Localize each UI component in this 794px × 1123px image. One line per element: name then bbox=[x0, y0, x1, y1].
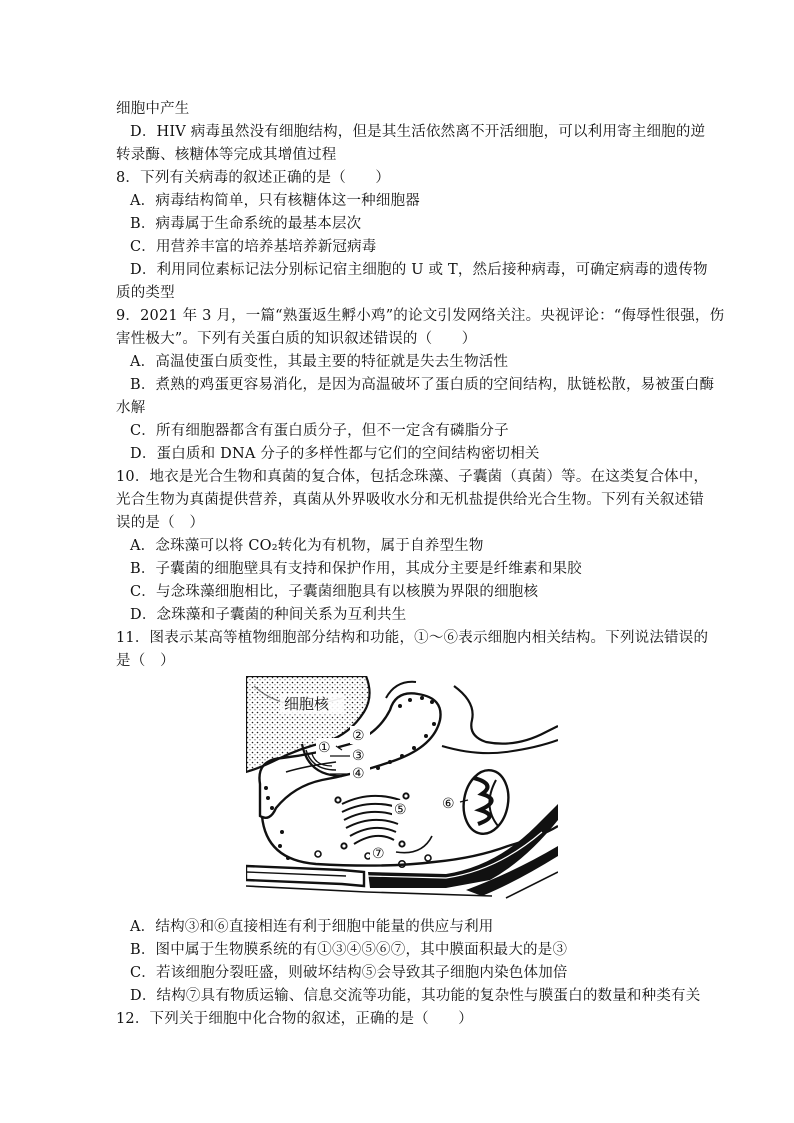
cell-structure-figure bbox=[246, 676, 558, 902]
question-10: 10．地衣是光合生物和真菌的复合体，包括念珠藻、子囊菌（真菌）等。在这类复合体中， bbox=[116, 469, 709, 485]
option-d: D．HIV 病毒虽然没有细胞结构，但是其生活依然离不开活细胞，可以利用寄主细胞的逆 bbox=[130, 124, 706, 140]
option-c: C．用营养丰富的培养基培养新冠病毒 bbox=[130, 239, 377, 255]
marker-7: ⑦ bbox=[372, 846, 385, 862]
text-line: 是（ ） bbox=[116, 653, 175, 669]
option-b: B．病毒属于生命系统的最基本层次 bbox=[130, 216, 362, 232]
option-d: D．结构⑦具有物质运输、信息交流等功能，其功能的复杂性与膜蛋白的数量和种类有关 bbox=[130, 988, 701, 1004]
text-line: 害性极大”。下列有关蛋白质的知识叙述错误的（ ） bbox=[116, 331, 477, 347]
nucleus-label: 细胞核 bbox=[284, 695, 330, 713]
marker-3: ③ bbox=[352, 748, 365, 764]
text-line: 质的类型 bbox=[116, 285, 175, 301]
question-9: 9．2021 年 3 月，一篇“熟蛋返生孵小鸡”的论文引发网络关注。央视评论：“侮辱性很强，伤 bbox=[116, 308, 725, 324]
option-c: C．所有细胞器都含有蛋白质分子，但不一定含有磷脂分子 bbox=[130, 423, 509, 439]
text-line: 水解 bbox=[116, 400, 146, 416]
question-11: 11．图表示某高等植物细胞部分结构和功能，①～⑥表示细胞内相关结构。下列说法错误的 bbox=[116, 630, 709, 646]
option-a: A．念珠藻可以将 CO₂转化为有机物，属于自养型生物 bbox=[130, 538, 484, 554]
option-b: B．图中属于生物膜系统的有①③④⑤⑥⑦，其中膜面积最大的是③ bbox=[130, 942, 568, 958]
option-d: D．念珠藻和子囊菌的种间关系为互利共生 bbox=[130, 607, 407, 623]
option-d: D．蛋白质和 DNA 分子的多样性都与它们的空间结构密切相关 bbox=[130, 446, 540, 462]
option-d: D．利用同位素标记法分别标记宿主细胞的 U 或 T，然后接种病毒，可确定病毒的遗传物 bbox=[130, 262, 708, 278]
marker-1: ① bbox=[318, 740, 331, 756]
option-a: A．结构③和⑥直接相连有利于细胞中能量的供应与利用 bbox=[130, 919, 494, 935]
marker-6: ⑥ bbox=[442, 796, 455, 812]
marker-2: ② bbox=[352, 728, 365, 744]
option-c: C．若该细胞分裂旺盛，则破坏结构⑤会导致其子细胞内染色体加倍 bbox=[130, 965, 568, 981]
text-line: 细胞中产生 bbox=[116, 101, 190, 117]
option-b: B．煮熟的鸡蛋更容易消化，是因为高温破坏了蛋白质的空间结构，肽链松散，易被蛋白酶 bbox=[130, 377, 715, 393]
option-a: A．高温使蛋白质变性，其最主要的特征就是失去生物活性 bbox=[130, 354, 509, 370]
cell-wall-shape bbox=[246, 866, 364, 886]
marker-5: ⑤ bbox=[394, 802, 407, 818]
question-12: 12．下列关于细胞中化合物的叙述，正确的是（ ） bbox=[116, 1011, 473, 1027]
mitochondrion-shape bbox=[459, 767, 513, 838]
marker-4: ④ bbox=[352, 766, 365, 782]
text-line: 光合生物为真菌提供营养，真菌从外界吸收水分和无机盐提供给光合生物。下列有关叙述错 bbox=[116, 492, 704, 508]
question-8: 8．下列有关病毒的叙述正确的是（ ） bbox=[116, 170, 391, 186]
option-b: B．子囊菌的细胞壁具有支持和保护作用，其成分主要是纤维素和果胶 bbox=[130, 561, 582, 577]
option-c: C．与念珠藻细胞相比，子囊菌细胞具有以核膜为界限的细胞核 bbox=[130, 584, 539, 600]
text-line: 转录酶、核糖体等完成其增值过程 bbox=[116, 147, 337, 163]
text-line: 误的是（ ） bbox=[116, 515, 205, 531]
option-a: A．病毒结构简单，只有核糖体这一种细胞器 bbox=[130, 193, 420, 209]
